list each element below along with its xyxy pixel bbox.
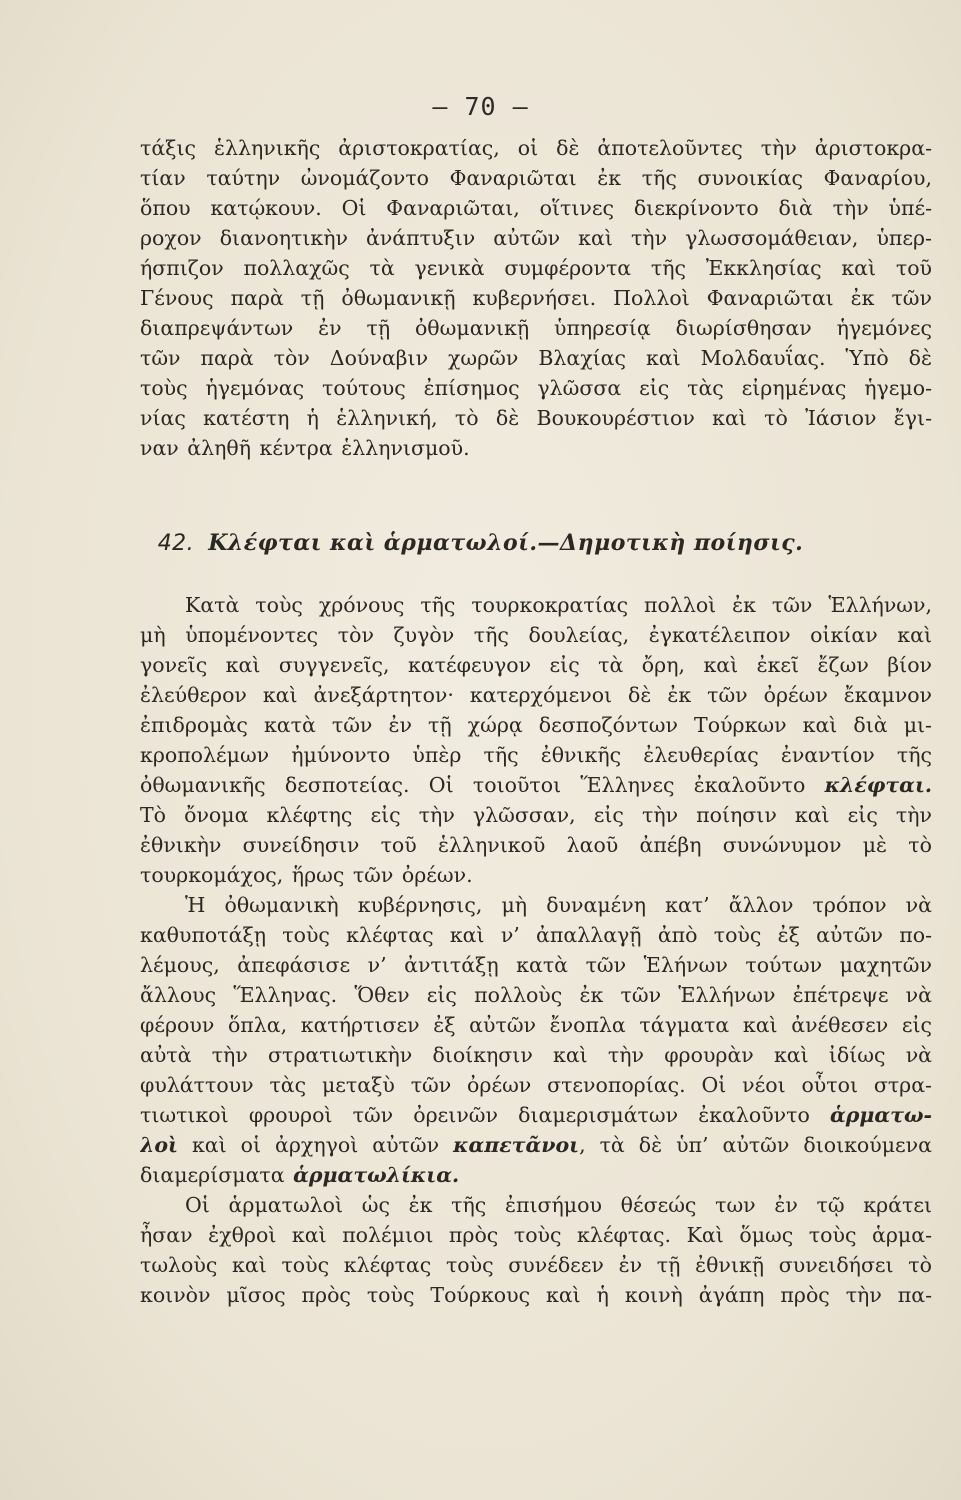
text-line: ἐλεύθερον καὶ ἀνεξάρτητον· κατερχόμενοι δὲ ἐκ τῶν ὀρέων ἔκαμνον bbox=[140, 683, 932, 707]
text-segment: τιωτικοὶ φρουροὶ τῶν ὀρεινῶν διαμερισμάτων ἐκαλοῦντο bbox=[140, 1103, 810, 1127]
text-line: ἄλλους Ἕλληνας. Ὅθεν εἰς πολλοὺς ἐκ τῶν Ἑλλήνων ἐπέτρεψε νὰ bbox=[140, 983, 932, 1007]
text-line: διαπρεψάντων ἐν τῇ ὀθωμανικῇ ὑπηρεσίᾳ διωρίσθησαν ἡγεμόνες bbox=[140, 316, 932, 340]
text-line: Κατὰ τοὺς χρόνους τῆς τουρκοκρατίας πολλοὶ ἐκ τῶν Ἑλλήνων, bbox=[185, 593, 932, 617]
text-line: φυλάττουν τὰς μεταξὺ τῶν ὀρέων στενοπορίας. Οἱ νέοι οὗτοι στρα- bbox=[140, 1073, 932, 1097]
text-line: Τὸ ὄνομα κλέφτης εἰς τὴν γλῶσσαν, εἰς τὴν ποίησιν καὶ εἰς τὴν bbox=[140, 803, 932, 827]
text-line: τίαν ταύτην ὠνομάζοντο Φαναριῶται ἐκ τῆς συνοικίας Φαναρίου, bbox=[140, 166, 932, 190]
section-heading bbox=[0, 530, 961, 556]
text-line: ἦσαν ἐχθροὶ καὶ πολέμιοι πρὸς τοὺς κλέφτας. Καὶ ὅμως τοὺς ἁρμα- bbox=[140, 1223, 932, 1247]
section-title: Κλέφται καὶ ἁρματωλοί.—Δημοτικὴ ποίησις. bbox=[208, 530, 804, 556]
text-line: Ἡ ὀθωμανικὴ κυβέρνησις, μὴ δυναμένη κατ’ ἄλλον τρόπον νὰ bbox=[185, 893, 932, 917]
text-line: φέρουν ὅπλα, κατήρτισεν ἐξ αὐτῶν ἔνοπλα τάγματα καὶ ἀνέθεσεν εἰς bbox=[140, 1013, 932, 1037]
text-line bbox=[140, 1100, 932, 1130]
text-line: λέμους, ἀπεφάσισε ν’ ἀντιτάξῃ κατὰ τῶν Ἑλήνων τούτων μαχητῶν bbox=[140, 953, 932, 977]
text-line: γονεῖς καὶ συγγενεῖς, κατέφευγον εἰς τὰ ὄρη, καὶ ἐκεῖ ἔζων βίον bbox=[140, 653, 932, 677]
text-line: αὐτὰ τὴν στρατιωτικὴν διοίκησιν καὶ τὴν φρουρὰν καὶ ἰδίως νὰ bbox=[140, 1043, 932, 1067]
text-line: Γένους παρὰ τῇ ὀθωμανικῇ κυβερνήσει. Πολλοὶ Φαναριῶται ἐκ τῶν bbox=[140, 286, 932, 310]
text-line: κροπολέμων ἠμύνοντο ὑπὲρ τῆς ἐθνικῆς ἐλευθερίας ἐναντίον τῆς bbox=[140, 743, 932, 767]
text-line: μὴ ὑπομένοντες τὸν ζυγὸν τῆς δουλείας, ἐγκατέλειπον οἰκίαν καὶ bbox=[140, 623, 932, 647]
text-line: καθυποτάξῃ τοὺς κλέφτας καὶ ν’ ἀπαλλαγῇ ἀπὸ τοὺς ἐξ αὐτῶν πο- bbox=[140, 923, 932, 947]
term-armatolikia: ἁρματωλίκια. bbox=[293, 1163, 460, 1187]
term-kapetanoi: καπετᾶνοι bbox=[453, 1133, 580, 1157]
text-line: ροχον διανοητικὴν ἀνάπτυξιν αὐτῶν καὶ τὴν γλωσσομάθειαν, ὑπερ- bbox=[140, 226, 932, 250]
term-armatoloi: ἁρματω- bbox=[829, 1103, 932, 1127]
text-line: τωλοὺς καὶ τοὺς κλέφτας τοὺς συνέδεεν ἐν τῇ ἐθνικῇ συνειδήσει τὸ bbox=[140, 1253, 932, 1277]
text-segment: ὀθωμανικῆς δεσποτείας. Οἱ τοιοῦτοι Ἕλληνες ἐκαλοῦντο bbox=[140, 773, 806, 797]
text-line bbox=[140, 770, 932, 800]
text-line: Οἱ ἁρματωλοὶ ὡς ἐκ τῆς ἐπισήμου θέσεώς των ἐν τῷ κράτει bbox=[185, 1193, 932, 1217]
term-armatoloi-cont: λοὶ bbox=[140, 1133, 178, 1157]
text-line bbox=[140, 1130, 932, 1160]
text-line: ναν ἀληθῆ κέντρα ἑλληνισμοῦ. bbox=[140, 436, 470, 460]
text-line: τῶν παρὰ τὸν Δούναβιν χωρῶν Βλαχίας καὶ Μολδαυΐας. Ὑπὸ δὲ bbox=[140, 346, 932, 370]
text-line: νίας κατέστη ἡ ἑλληνική, τὸ δὲ Βουκουρέστιον καὶ τὸ Ἰάσιον ἔγι- bbox=[140, 406, 932, 430]
intro-paragraph bbox=[140, 133, 932, 463]
text-line: ἐπιδρομὰς κατὰ τῶν ἐν τῇ χώρᾳ δεσποζόντων Τούρκων καὶ διὰ μι- bbox=[140, 713, 932, 737]
text-line: ἐθνικὴν συνείδησιν τοῦ ἑλληνικοῦ λαοῦ ἀπέβη συνώνυμον μὲ τὸ bbox=[140, 833, 932, 857]
text-segment: διαμερίσματα bbox=[140, 1163, 285, 1187]
text-segment: , τὰ δὲ ὑπ’ αὐτῶν διοικούμενα bbox=[579, 1133, 932, 1157]
text-line: τουρκομάχος, ἥρως τῶν ὀρέων. bbox=[140, 863, 473, 887]
text-line: τοὺς ἡγεμόνας τούτους ἐπίσημος γλῶσσα εἰς τὰς εἰρημένας ἡγεμο- bbox=[140, 376, 932, 400]
text-line: ὅπου κατῴκουν. Οἱ Φαναριῶται, οἵτινες διεκρίνοντο διὰ τὴν ὑπέ- bbox=[140, 196, 932, 220]
text-line: ήσπιζον πολλαχῶς τὰ γενικὰ συμφέροντα τῆς Ἐκκλησίας καὶ τοῦ bbox=[140, 256, 932, 280]
page-number: — 70 — bbox=[432, 92, 529, 121]
term-klephtai: κλέφται. bbox=[824, 773, 932, 797]
text-line bbox=[140, 1160, 932, 1190]
main-text bbox=[140, 590, 932, 1310]
text-segment: καὶ οἱ ἀρχηγοὶ αὐτῶν bbox=[191, 1133, 440, 1157]
section-number: 42. bbox=[157, 531, 195, 556]
text-line: τάξις ἑλληνικῆς ἀριστοκρατίας, οἱ δὲ ἀποτελοῦντες τὴν ἀριστοκρα- bbox=[140, 136, 932, 160]
text-line: κοινὸν μῖσος πρὸς τοὺς Τούρκους καὶ ἡ κοινὴ ἀγάπη πρὸς τὴν πα- bbox=[140, 1283, 932, 1307]
